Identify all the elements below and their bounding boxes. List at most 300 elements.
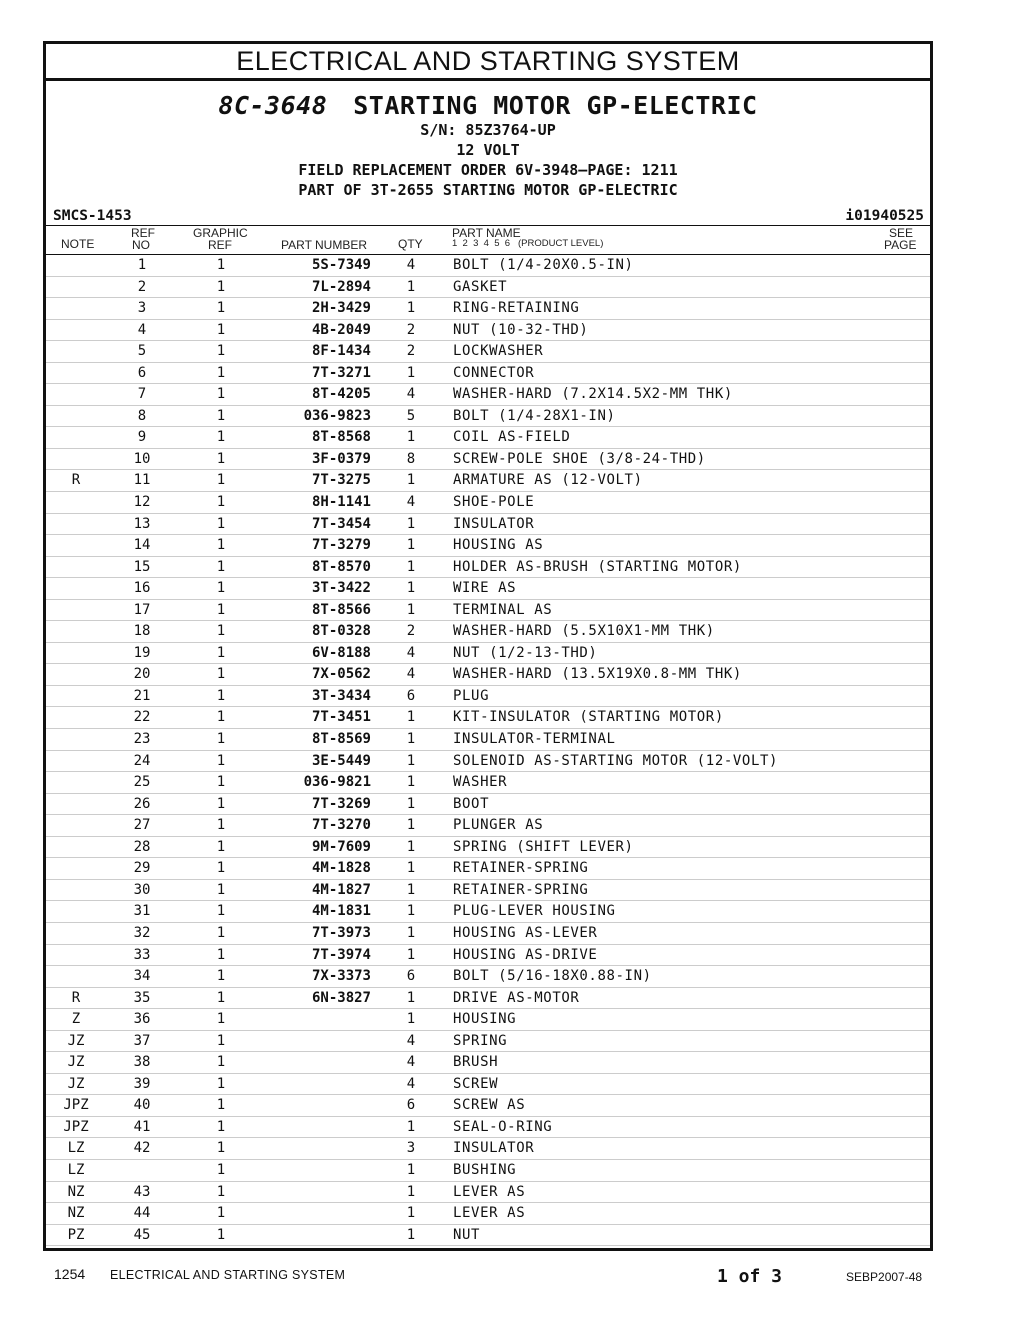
part-name-cell: RETAINER-SPRING (453, 860, 589, 877)
part-number-cell: 7T-3279 (311, 537, 371, 554)
part-number-cell: 7T-3973 (311, 924, 371, 941)
part-name-cell: INSULATOR (453, 1140, 535, 1157)
ref-no-cell: 10 (133, 450, 151, 467)
parts-table-body (46, 255, 930, 1246)
col-qty: QTY (398, 237, 423, 251)
table-row (46, 363, 930, 385)
qty-cell: 1 (406, 472, 416, 489)
graphic-ref-cell: 1 (216, 924, 226, 941)
ref-no-cell: 43 (133, 1183, 151, 1200)
part-number-cell: 3T-3434 (311, 687, 371, 704)
table-row (46, 815, 930, 837)
qty-cell: 1 (406, 774, 416, 791)
note-cell: R (71, 989, 81, 1006)
table-row (46, 1009, 930, 1031)
graphic-ref-cell: 1 (216, 472, 226, 489)
part-number-cell: 3E-5449 (311, 752, 371, 769)
part-name-cell: WASHER-HARD (7.2X14.5X2-MM THK) (453, 386, 733, 403)
table-row (46, 751, 930, 773)
part-name-cell: HOUSING AS-LEVER (453, 924, 598, 941)
qty-cell: 1 (406, 1183, 416, 1200)
table-row (46, 880, 930, 902)
ref-no-cell: 27 (133, 817, 151, 834)
group-code: 8C-3648 (218, 91, 328, 120)
table-row (46, 1031, 930, 1053)
qty-cell: 1 (406, 558, 416, 575)
graphic-ref-cell: 1 (216, 386, 226, 403)
table-row (46, 1203, 930, 1225)
part-name-cell: PLUG (453, 687, 490, 704)
graphic-ref-cell: 1 (216, 666, 226, 683)
page-footer (54, 1266, 934, 1288)
qty-cell: 6 (406, 687, 416, 704)
ref-no-cell: 16 (133, 580, 151, 597)
part-number-cell: 8T-4205 (311, 386, 371, 403)
table-row (46, 1052, 930, 1074)
part-name-cell: SEAL-O-RING (453, 1118, 553, 1135)
table-row (46, 406, 930, 428)
ref-no-cell: 2 (137, 278, 147, 295)
table-row (46, 664, 930, 686)
col-see-top: SEE (889, 226, 914, 240)
table-row (46, 600, 930, 622)
graphic-ref-cell: 1 (216, 623, 226, 640)
qty-cell: 4 (406, 257, 416, 273)
part-number-cell: 5S-7349 (311, 257, 371, 273)
graphic-ref-cell: 1 (216, 321, 226, 338)
part-number-cell: 036-9823 (303, 407, 371, 424)
graphic-ref-cell: 1 (216, 1118, 226, 1135)
table-row (46, 341, 930, 363)
part-name-cell: NUT (1/2-13-THD) (453, 644, 598, 661)
qty-cell: 2 (406, 321, 416, 338)
graphic-ref-cell: 1 (216, 774, 226, 791)
col-graphic-top: GRAPHIC (193, 226, 248, 240)
ref-no-cell: 6 (137, 364, 147, 381)
graphic-ref-cell: 1 (216, 903, 226, 920)
qty-cell: 1 (406, 731, 416, 748)
part-number-cell: 7T-3974 (311, 946, 371, 963)
graphic-ref-cell: 1 (216, 817, 226, 834)
group-heading (46, 91, 930, 200)
qty-cell: 1 (406, 1226, 416, 1243)
qty-cell: 4 (406, 494, 416, 511)
ref-no-cell: 12 (133, 494, 151, 511)
part-number-cell: 7T-3451 (311, 709, 371, 726)
ref-no-cell: 40 (133, 1097, 151, 1114)
part-name-cell: WIRE AS (453, 580, 517, 597)
part-name-cell: WASHER-HARD (13.5X19X0.8-MM THK) (453, 666, 742, 683)
part-name-cell: COIL AS-FIELD (453, 429, 571, 446)
ref-no-cell: 1 (137, 257, 147, 273)
part-name-cell: PLUNGER AS (453, 817, 544, 834)
part-name-cell: GASKET (453, 278, 508, 295)
qty-cell: 1 (406, 515, 416, 532)
note-cell: Z (71, 1011, 81, 1028)
qty-cell: 1 (406, 903, 416, 920)
qty-cell: 1 (406, 946, 416, 963)
graphic-ref-cell: 1 (216, 257, 226, 273)
part-number-cell: 036-9821 (303, 774, 371, 791)
smcs-code: SMCS-1453 (53, 208, 132, 224)
col-part-number: PART NUMBER (281, 238, 368, 252)
ref-no-cell: 32 (133, 924, 151, 941)
qty-cell: 1 (406, 881, 416, 898)
ref-no-cell: 11 (133, 472, 151, 489)
note-cell: JZ (67, 1075, 85, 1092)
ref-no-cell: 42 (133, 1140, 151, 1157)
part-number-cell: 3F-0379 (311, 450, 371, 467)
col-graphic-bottom: REF (208, 238, 232, 252)
part-number-cell: 4M-1831 (311, 903, 371, 920)
col-ref-top: REF (131, 226, 155, 240)
table-row (46, 1182, 930, 1204)
col-ref-bottom: NO (132, 238, 150, 252)
graphic-ref-cell: 1 (216, 429, 226, 446)
part-name-cell: SHOE-POLE (453, 494, 535, 511)
ref-no-cell: 26 (133, 795, 151, 812)
part-number-cell: 2H-3429 (311, 300, 371, 317)
qty-cell: 4 (406, 666, 416, 683)
ref-no-cell: 31 (133, 903, 151, 920)
part-number-cell: 8T-8570 (311, 558, 371, 575)
ref-no-cell: 21 (133, 687, 151, 704)
graphic-ref-cell: 1 (216, 601, 226, 618)
note-cell: PZ (67, 1226, 85, 1243)
part-name-cell: DRIVE AS-MOTOR (453, 989, 580, 1006)
part-number-cell: 7T-3275 (311, 472, 371, 489)
graphic-ref-cell: 1 (216, 558, 226, 575)
part-name-cell: HOUSING AS (453, 537, 544, 554)
table-row (46, 643, 930, 665)
table-row (46, 1138, 930, 1160)
graphic-ref-cell: 1 (216, 278, 226, 295)
ref-no-cell: 45 (133, 1226, 151, 1243)
part-name-cell: ARMATURE AS (12-VOLT) (453, 472, 643, 489)
table-row (46, 384, 930, 406)
section-banner: ELECTRICAL AND STARTING SYSTEM (46, 44, 930, 81)
graphic-ref-cell: 1 (216, 1140, 226, 1157)
graphic-ref-cell: 1 (216, 343, 226, 360)
graphic-ref-cell: 1 (216, 860, 226, 877)
table-row (46, 901, 930, 923)
qty-cell: 1 (406, 1161, 416, 1178)
part-number-cell: 7T-3454 (311, 515, 371, 532)
qty-cell: 1 (406, 278, 416, 295)
qty-cell: 1 (406, 709, 416, 726)
part-name-cell: BRUSH (453, 1054, 499, 1071)
table-row (46, 1225, 930, 1247)
table-row (46, 1074, 930, 1096)
table-row (46, 794, 930, 816)
part-number-cell: 4M-1828 (311, 860, 371, 877)
qty-cell: 1 (406, 429, 416, 446)
part-number-cell: 6N-3827 (311, 989, 371, 1006)
graphic-ref-cell: 1 (216, 838, 226, 855)
part-name-cell: SOLENOID AS-STARTING MOTOR (12-VOLT) (453, 752, 779, 769)
ref-no-cell: 34 (133, 968, 151, 985)
part-name-cell: CONNECTOR (453, 364, 535, 381)
ref-no-cell: 39 (133, 1075, 151, 1092)
qty-cell: 1 (406, 752, 416, 769)
table-row (46, 923, 930, 945)
part-name-cell: SPRING (SHIFT LEVER) (453, 838, 634, 855)
part-number-cell: 6V-8188 (311, 644, 371, 661)
table-row (46, 298, 930, 320)
ref-no-cell: 25 (133, 774, 151, 791)
parts-page-frame (43, 41, 933, 1251)
table-row (46, 277, 930, 299)
qty-cell: 1 (406, 795, 416, 812)
part-of-line: PART OF 3T-2655 STARTING MOTOR GP-ELECTRIC (298, 181, 678, 199)
part-name-cell: LOCKWASHER (453, 343, 544, 360)
note-cell: JPZ (63, 1118, 89, 1135)
graphic-ref-cell: 1 (216, 1075, 226, 1092)
graphic-ref-cell: 1 (216, 1097, 226, 1114)
graphic-ref-cell: 1 (216, 1054, 226, 1071)
ref-no-cell: 3 (137, 300, 147, 317)
graphic-ref-cell: 1 (216, 881, 226, 898)
note-cell: R (71, 472, 81, 489)
part-name-cell: SCREW AS (453, 1097, 526, 1114)
table-row (46, 449, 930, 471)
ref-no-cell: 30 (133, 881, 151, 898)
part-name-cell: BOLT (1/4-28X1-IN) (453, 407, 616, 424)
table-row (46, 707, 930, 729)
qty-cell: 8 (406, 450, 416, 467)
graphic-ref-cell: 1 (216, 1161, 226, 1178)
graphic-ref-cell: 1 (216, 515, 226, 532)
table-row (46, 686, 930, 708)
graphic-ref-cell: 1 (216, 795, 226, 812)
part-number-cell: 3T-3422 (311, 580, 371, 597)
graphic-ref-cell: 1 (216, 1226, 226, 1243)
graphic-ref-cell: 1 (216, 364, 226, 381)
note-cell: LZ (67, 1161, 85, 1178)
table-row (46, 514, 930, 536)
document-id: SEBP2007-48 (846, 1270, 923, 1284)
group-name: STARTING MOTOR GP-ELECTRIC (353, 91, 758, 120)
part-name-cell: HOUSING AS-DRIVE (453, 946, 598, 963)
table-header (46, 225, 930, 255)
ref-no-cell: 8 (137, 407, 147, 424)
part-number-cell: 8T-8568 (311, 429, 371, 446)
part-number-cell: 8T-8569 (311, 731, 371, 748)
graphic-ref-cell: 1 (216, 687, 226, 704)
table-row (46, 988, 930, 1010)
graphic-ref-cell: 1 (216, 968, 226, 985)
part-name-cell: LEVER AS (453, 1183, 526, 1200)
table-row (46, 320, 930, 342)
page-number: 1254 (54, 1266, 86, 1282)
ref-no-cell: 28 (133, 838, 151, 855)
ref-no-cell: 14 (133, 537, 151, 554)
graphic-ref-cell: 1 (216, 644, 226, 661)
ref-no-cell: 4 (137, 321, 147, 338)
col-part-name: PART NAME (452, 226, 521, 240)
qty-cell: 1 (406, 860, 416, 877)
part-number-cell: 9M-7609 (311, 838, 371, 855)
part-name-cell: WASHER (453, 774, 508, 791)
part-name-cell: INSULATOR (453, 515, 535, 532)
ref-no-cell: 33 (133, 946, 151, 963)
part-number-cell: 7X-0562 (311, 666, 371, 683)
part-name-cell: TERMINAL AS (453, 601, 553, 618)
part-name-cell: SCREW (453, 1075, 499, 1092)
ref-no-cell: 22 (133, 709, 151, 726)
table-row (46, 772, 930, 794)
part-name-cell: NUT (453, 1226, 481, 1243)
ref-no-cell: 5 (137, 343, 147, 360)
note-cell: NZ (67, 1205, 85, 1222)
ref-no-cell: 17 (133, 601, 151, 618)
part-number-cell: 4B-2049 (311, 321, 371, 338)
serial-range: S/N: 85Z3764-UP (420, 121, 556, 139)
table-row (46, 470, 930, 492)
qty-cell: 2 (406, 623, 416, 640)
graphic-ref-cell: 1 (216, 580, 226, 597)
table-row (46, 535, 930, 557)
part-name-cell: RING-RETAINING (453, 300, 580, 317)
table-row (46, 1117, 930, 1139)
graphic-ref-cell: 1 (216, 989, 226, 1006)
graphic-ref-cell: 1 (216, 1032, 226, 1049)
part-name-cell: PLUG-LEVER HOUSING (453, 903, 616, 920)
table-row (46, 578, 930, 600)
note-cell: NZ (67, 1183, 85, 1200)
part-number-cell: 8H-1141 (311, 494, 371, 511)
part-name-cell: BOLT (1/4-20X0.5-IN) (453, 257, 634, 273)
part-name-cell: RETAINER-SPRING (453, 881, 589, 898)
table-row (46, 858, 930, 880)
table-row (46, 255, 930, 277)
part-name-cell: NUT (10-32-THD) (453, 321, 589, 338)
note-cell: JZ (67, 1032, 85, 1049)
col-see-bottom: PAGE (884, 238, 917, 252)
ref-no-cell: 23 (133, 731, 151, 748)
part-number-cell: 7T-3269 (311, 795, 371, 812)
part-name-cell: WASHER-HARD (5.5X10X1-MM THK) (453, 623, 715, 640)
part-name-cell: HOLDER AS-BRUSH (STARTING MOTOR) (453, 558, 742, 575)
ref-no-cell: 36 (133, 1011, 151, 1028)
part-number-cell: 7L-2894 (311, 278, 371, 295)
voltage: 12 VOLT (456, 141, 520, 159)
qty-cell: 1 (406, 364, 416, 381)
part-number-cell: 7X-3373 (311, 968, 371, 985)
qty-cell: 1 (406, 300, 416, 317)
qty-cell: 1 (406, 1205, 416, 1222)
graphic-ref-cell: 1 (216, 300, 226, 317)
qty-cell: 6 (406, 968, 416, 985)
part-number-cell: 7T-3270 (311, 817, 371, 834)
graphic-ref-cell: 1 (216, 1205, 226, 1222)
part-number-cell: 8T-8566 (311, 601, 371, 618)
qty-cell: 4 (406, 386, 416, 403)
ref-no-cell: 41 (133, 1118, 151, 1135)
ref-no-cell: 20 (133, 666, 151, 683)
table-row (46, 1095, 930, 1117)
table-row (46, 966, 930, 988)
part-name-cell: SCREW-POLE SHOE (3/8-24-THD) (453, 450, 706, 467)
qty-cell: 4 (406, 1054, 416, 1071)
graphic-ref-cell: 1 (216, 709, 226, 726)
graphic-ref-cell: 1 (216, 407, 226, 424)
ref-no-cell: 29 (133, 860, 151, 877)
ref-no-cell: 15 (133, 558, 151, 575)
ref-no-cell: 18 (133, 623, 151, 640)
graphic-ref-cell: 1 (216, 752, 226, 769)
ref-no-cell: 9 (137, 429, 147, 446)
qty-cell: 4 (406, 1032, 416, 1049)
table-row (46, 621, 930, 643)
part-name-cell: HOUSING (453, 1011, 517, 1028)
col-product-level: 1 2 3 4 5 6 (PRODUCT LEVEL) (452, 238, 604, 249)
page-count: 1 of 3 (717, 1266, 783, 1287)
qty-cell: 4 (406, 644, 416, 661)
part-number-cell: 4M-1827 (311, 881, 371, 898)
graphic-ref-cell: 1 (216, 946, 226, 963)
table-row (46, 427, 930, 449)
qty-cell: 1 (406, 1011, 416, 1028)
part-number-cell: 8T-0328 (311, 623, 371, 640)
note-cell: LZ (67, 1140, 85, 1157)
qty-cell: 1 (406, 924, 416, 941)
table-row (46, 492, 930, 514)
qty-cell: 1 (406, 537, 416, 554)
ref-no-cell: 13 (133, 515, 151, 532)
ref-no-cell: 38 (133, 1054, 151, 1071)
qty-cell: 3 (406, 1140, 416, 1157)
table-row (46, 729, 930, 751)
table-row (46, 945, 930, 967)
ref-no-cell: 24 (133, 752, 151, 769)
graphic-ref-cell: 1 (216, 1183, 226, 1200)
qty-cell: 1 (406, 580, 416, 597)
graphic-ref-cell: 1 (216, 1011, 226, 1028)
qty-cell: 1 (406, 601, 416, 618)
part-name-cell: BOOT (453, 795, 490, 812)
ref-no-cell: 37 (133, 1032, 151, 1049)
qty-cell: 1 (406, 989, 416, 1006)
qty-cell: 1 (406, 838, 416, 855)
part-name-cell: LEVER AS (453, 1205, 526, 1222)
qty-cell: 6 (406, 1097, 416, 1114)
illustration-id: i01940525 (845, 208, 924, 224)
footer-section: ELECTRICAL AND STARTING SYSTEM (110, 1268, 346, 1282)
table-row (46, 837, 930, 859)
ref-no-cell: 19 (133, 644, 151, 661)
note-cell: JPZ (63, 1097, 89, 1114)
group-title (46, 91, 930, 120)
part-name-cell: BOLT (5/16-18X0.88-IN) (453, 968, 652, 985)
qty-cell: 5 (406, 407, 416, 424)
qty-cell: 4 (406, 1075, 416, 1092)
qty-cell: 1 (406, 817, 416, 834)
graphic-ref-cell: 1 (216, 494, 226, 511)
ref-no-cell: 44 (133, 1205, 151, 1222)
table-row (46, 1160, 930, 1182)
field-replacement-order: FIELD REPLACEMENT ORDER 6V-3948—PAGE: 1211 (298, 161, 678, 179)
graphic-ref-cell: 1 (216, 537, 226, 554)
part-name-cell: BUSHING (453, 1161, 517, 1178)
id-line (46, 207, 930, 225)
ref-no-cell: 7 (137, 386, 147, 403)
part-name-cell: KIT-INSULATOR (STARTING MOTOR) (453, 709, 724, 726)
col-note: NOTE (61, 237, 95, 251)
table-row (46, 557, 930, 579)
graphic-ref-cell: 1 (216, 450, 226, 467)
graphic-ref-cell: 1 (216, 731, 226, 748)
